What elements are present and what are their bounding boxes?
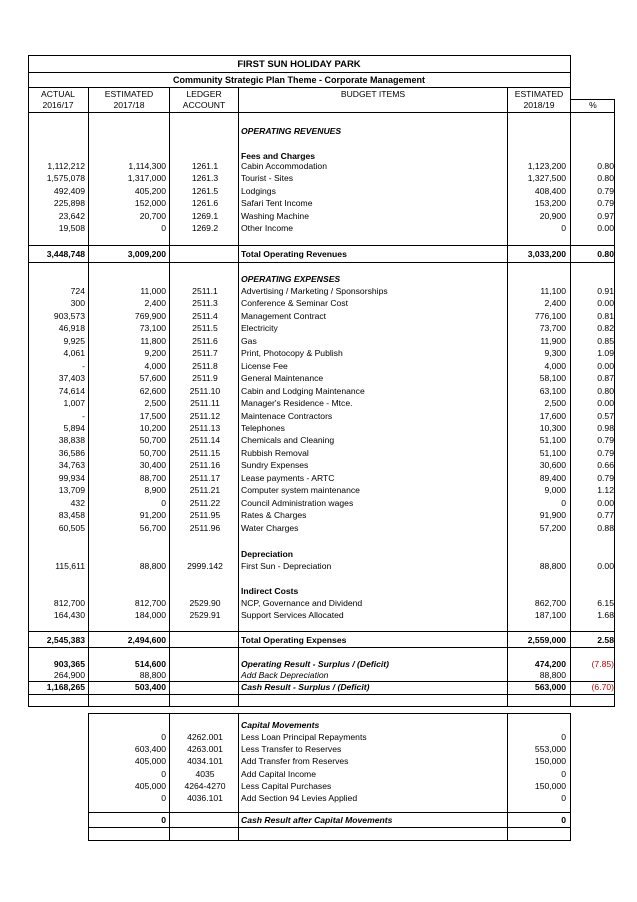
cell-est: 0 (561, 497, 566, 508)
capital-total-bottom (88, 827, 571, 828)
header-actual: ACTUAL (41, 89, 75, 99)
cell-item: Washing Machine (241, 210, 309, 221)
capital-total-top (88, 812, 571, 813)
cell-est-prev: 603,400 (134, 744, 166, 755)
cell-pct: 0.80 (597, 173, 614, 184)
cell-pct: 2.58 (597, 635, 614, 645)
cell-est: 408,400 (534, 185, 566, 196)
cell-ledger: 4263.001 (187, 744, 223, 755)
cell-pct: 1.09 (597, 348, 614, 359)
cell-est-prev: 3,009,200 (127, 249, 166, 259)
cell-pct: 0.00 (597, 360, 614, 371)
cell-est-prev: 9,200 (144, 348, 166, 359)
cell-ledger: 1269.2 (191, 223, 219, 233)
cell-item: Sundry Expenses (241, 460, 309, 471)
cell-item: Add Back Depreciation (241, 670, 329, 680)
capital-right (570, 713, 571, 840)
cell-est-prev: 10,200 (139, 422, 166, 433)
cell-actual: 34,763 (58, 460, 85, 471)
cell-est-prev: 1,114,300 (128, 161, 166, 171)
cell-ledger: 2511.6 (192, 335, 218, 346)
cell-actual: 225,898 (53, 198, 85, 209)
cell-est: 2,500 (544, 398, 566, 409)
cell-est: 51,100 (539, 447, 566, 458)
cell-item: Total Operating Revenues (241, 249, 347, 259)
cell-pct: 1.68 (597, 610, 614, 621)
cell-item: Operating Result - Surplus / (Deficit) (241, 659, 390, 669)
cell-est-prev: 8,900 (144, 485, 166, 496)
top-border (28, 55, 571, 56)
left-border (28, 55, 29, 707)
cell-est: 10,300 (539, 422, 566, 433)
cell-est: 20,900 (539, 210, 566, 221)
cell-item: Rubbish Removal (241, 447, 309, 458)
cell-ledger: 2511.95 (189, 510, 221, 521)
capital-col-1 (169, 713, 170, 840)
cell-item: Chemicals and Cleaning (241, 435, 335, 446)
cell-actual: 23,642 (58, 210, 85, 221)
page-title: FIRST SUN HOLIDAY PARK (237, 59, 361, 70)
cell-est-prev: 184,000 (134, 610, 166, 621)
section-indirect-costs: Indirect Costs (241, 586, 299, 596)
cell-ledger: 4034.101 (187, 756, 223, 767)
cell-pct: 1.12 (597, 485, 614, 496)
cell-actual: 2,545,383 (46, 635, 85, 645)
cell-est: 1,327,500 (527, 173, 566, 184)
cell-pct: 0.80 (597, 161, 614, 171)
cell-est-prev: 88,800 (139, 670, 166, 680)
cell-actual: 99,934 (58, 472, 85, 483)
cell-est: 9,300 (544, 348, 566, 359)
cell-est-prev: 0 (161, 223, 166, 233)
cell-actual: 164,430 (53, 610, 85, 621)
cell-actual: 3,448,748 (46, 249, 85, 259)
cell-item: Water Charges (241, 522, 299, 533)
cell-est: 862,700 (534, 598, 566, 608)
cell-ledger: 4262.001 (187, 732, 223, 742)
cell-est: 0 (561, 223, 566, 233)
header-budget-items: BUDGET ITEMS (340, 89, 406, 99)
cell-actual: - (82, 410, 85, 421)
cell-pct: 0.97 (597, 210, 614, 221)
cell-ledger: 2511.11 (190, 398, 220, 409)
cell-est-prev: 0 (161, 497, 166, 508)
section-operating-revenues: OPERATING REVENUES (241, 126, 342, 136)
cell-ledger: 2511.96 (189, 522, 221, 533)
cell-pct: 6.15 (597, 598, 614, 608)
header-actual-year: 2016/17 (42, 100, 74, 110)
cell-ledger: 2511.10 (189, 385, 221, 396)
cell-item: Tourist - Sites (241, 173, 294, 184)
cell-pct: 0.81 (597, 310, 614, 321)
cell-actual: 37,403 (58, 373, 85, 384)
cell-pct: 0.79 (597, 185, 614, 196)
total-revenue-top (28, 245, 615, 246)
section-operating-expenses: OPERATING EXPENSES (241, 274, 341, 284)
capital-top (88, 713, 571, 714)
cell-est: 150,000 (534, 780, 566, 791)
cell-item: Less Capital Purchases (241, 780, 332, 791)
cell-est-prev: 91,200 (139, 510, 166, 521)
cell-est: 153,200 (534, 198, 566, 209)
cell-ledger: 2511.14 (189, 435, 221, 446)
cell-est-prev: 405,000 (134, 756, 166, 767)
cell-pct: 0.00 (597, 398, 614, 409)
cell-item: Print, Photocopy & Publish (241, 348, 343, 359)
cell-item: Safari Tent Income (241, 198, 313, 209)
cell-est: 51,100 (539, 435, 566, 446)
cell-est: 57,200 (539, 522, 566, 533)
cell-est: 17,600 (539, 410, 566, 421)
cell-est-prev: 2,494,600 (127, 635, 166, 645)
header-estimated-year: 2018/19 (523, 100, 555, 110)
column-divider (507, 87, 508, 707)
cell-ledger: 4036.101 (187, 793, 223, 803)
cell-est-prev: 88,700 (139, 472, 166, 483)
cell-actual: 812,700 (53, 598, 85, 608)
cell-actual: 1,168,265 (46, 682, 85, 692)
cell-actual: 9,925 (63, 335, 85, 346)
percent-right-border (614, 99, 615, 707)
cell-actual: 903,365 (53, 659, 85, 669)
cell-pct: 0.00 (597, 223, 614, 233)
cell-actual: 4,061 (63, 348, 85, 359)
cell-est-prev: 88,800 (139, 561, 166, 571)
cell-item: Management Contract (241, 310, 327, 321)
section-depreciation: Depreciation (241, 549, 294, 559)
cell-actual: 5,894 (63, 422, 85, 433)
section-capital-movements: Capital Movements (241, 720, 320, 730)
cell-est-prev: 50,700 (139, 447, 166, 458)
header-bottom (28, 112, 571, 113)
column-divider (238, 87, 239, 707)
cell-item: Add Transfer from Reserves (241, 756, 349, 767)
cell-est-prev: 0 (161, 793, 166, 803)
cell-est: 58,100 (539, 373, 566, 384)
cell-actual: 19,508 (58, 223, 85, 233)
cell-ledger: 2511.3 (192, 298, 218, 309)
cell-item: Cabin Accommodation (241, 161, 327, 171)
page-subtitle: Community Strategic Plan Theme - Corporate Management (172, 75, 426, 85)
capital-col-3 (507, 713, 508, 840)
cell-item: Lease payments - ARTC (241, 472, 335, 483)
cell-est-prev: 20,700 (139, 210, 166, 221)
cell-item: General Maintenance (241, 373, 324, 384)
cell-pct: 0.91 (597, 286, 614, 296)
cell-pct: 0.85 (597, 335, 614, 346)
cell-est-prev: 4,000 (144, 360, 166, 371)
cell-est-prev: 503,400 (134, 682, 166, 692)
cell-ledger: 2529.91 (189, 610, 221, 621)
cell-est-prev: 11,000 (140, 286, 166, 296)
cell-est: 0 (561, 768, 566, 779)
cell-pct: 0.00 (597, 497, 614, 508)
cell-est: 2,400 (544, 298, 566, 309)
capital-col-2 (238, 713, 239, 840)
cell-ledger: 2511.1 (192, 286, 218, 296)
cell-actual: 46,918 (58, 323, 85, 334)
cell-item: Less Transfer to Reserves (241, 744, 342, 755)
cell-est: 91,900 (539, 510, 566, 521)
cell-actual: 1,007 (63, 398, 85, 409)
cell-item: Gas (241, 335, 257, 346)
cell-pct: 0.88 (597, 522, 614, 533)
cell-actual: 60,505 (58, 522, 85, 533)
cell-est-prev: 1,317,000 (127, 173, 166, 184)
header-estimated: ESTIMATED (514, 89, 564, 99)
cell-ledger: 2511.4 (192, 310, 218, 321)
cell-ledger: 1261.6 (191, 198, 219, 209)
cell-est-prev: 57,600 (139, 373, 166, 384)
cell-actual: 492,409 (53, 185, 85, 196)
cell-est: 88,800 (539, 670, 566, 680)
cell-ledger: 2511.22 (189, 497, 221, 508)
cell-actual: 724 (70, 286, 85, 296)
cell-pct: 0.00 (597, 298, 614, 309)
cell-item: Council Administration wages (241, 497, 354, 508)
cell-pct: 0.77 (597, 510, 614, 521)
cell-pct: 0.80 (597, 249, 614, 259)
cell-actual: 38,838 (58, 435, 85, 446)
cell-ledger: 2511.17 (189, 472, 221, 483)
cell-ledger: 1261.5 (191, 185, 219, 196)
cell-item: License Fee (241, 360, 288, 371)
cell-actual: 74,614 (58, 385, 85, 396)
header-ledger-account: ACCOUNT (182, 100, 226, 110)
cell-actual: 903,573 (53, 310, 85, 321)
cell-actual: 1,112,212 (47, 161, 85, 171)
cell-ledger: 2511.7 (192, 348, 218, 359)
cell-actual: 83,458 (58, 510, 85, 521)
cell-ledger: 1269.1 (191, 210, 219, 221)
cell-pct: 0.87 (597, 373, 614, 384)
cell-ledger: 1261.1 (191, 161, 219, 171)
cell-ledger: 2511.8 (192, 360, 218, 371)
cash-result-bottom (28, 694, 615, 695)
cell-actual: - (82, 360, 85, 371)
cell-pct: 0.66 (597, 460, 614, 471)
cell-pct: 0.80 (597, 385, 614, 396)
cell-est: 1,123,200 (527, 161, 566, 171)
cell-est-prev: 405,000 (134, 780, 166, 791)
cell-est: 2,559,000 (527, 635, 566, 645)
cell-ledger: 4035 (195, 768, 215, 779)
cell-actual: 13,709 (58, 485, 85, 496)
cell-item: Support Services Allocated (241, 610, 344, 621)
total-revenue-bottom (28, 262, 615, 263)
cell-item: Conference & Seminar Cost (241, 298, 348, 309)
header-ledger: LEDGER (186, 89, 222, 99)
cell-actual: 115,611 (55, 561, 85, 571)
capital-bottom (88, 840, 571, 841)
cell-item: First Sun - Depreciation (241, 561, 332, 571)
cell-item: Rates & Charges (241, 510, 307, 521)
cell-est-prev: 17,500 (139, 410, 166, 421)
cell-est: 4,000 (544, 360, 566, 371)
cell-item: Telephones (241, 422, 285, 433)
cell-est: 73,700 (539, 323, 566, 334)
cell-est: 0 (561, 732, 566, 742)
cell-ledger: 2511.12 (189, 410, 221, 421)
cell-item: Add Section 94 Levies Applied (241, 793, 358, 803)
cell-ledger: 2529.90 (189, 598, 221, 608)
cell-est-prev: 56,700 (139, 522, 166, 533)
cell-item: Less Loan Principal Repayments (241, 732, 367, 742)
cell-item: Maintenace Contractors (241, 410, 333, 421)
cell-actual: 432 (70, 497, 85, 508)
header-estimated-prev-year: 2017/18 (113, 100, 145, 110)
cell-est-prev: 2,400 (144, 298, 166, 309)
cell-est-prev: 514,600 (134, 659, 166, 669)
cell-est-prev: 2,500 (144, 398, 166, 409)
cell-item: Advertising / Marketing / Sponsorships (241, 286, 388, 296)
cell-est: 553,000 (534, 744, 566, 755)
cell-actual: 264,900 (53, 670, 85, 680)
total-expenses-top (28, 631, 615, 632)
cell-pct: 0.00 (597, 561, 614, 571)
cell-est: 776,100 (534, 310, 566, 321)
cell-est: 3,033,200 (527, 249, 566, 259)
cash-result-top (28, 681, 615, 682)
cell-item: Manager's Residence - Mtce. (241, 398, 353, 409)
cell-est-prev: 812,700 (134, 598, 166, 608)
cell-pct: (6.70) (591, 682, 614, 692)
cell-ledger: 2511.9 (192, 373, 218, 384)
cell-pct: 0.82 (597, 323, 614, 334)
total-expenses-bottom (28, 647, 615, 648)
cell-est: 474,200 (534, 659, 566, 669)
cell-pct: 0.79 (597, 472, 614, 483)
cell-est-prev: 73,100 (139, 323, 166, 334)
cell-est: 0 (561, 793, 566, 803)
cell-est: 63,100 (539, 385, 566, 396)
cell-item: Cabin and Lodging Maintenance (241, 385, 365, 396)
cell-est-prev: 769,900 (134, 310, 166, 321)
percent-header-bottom (570, 112, 615, 113)
cell-est-prev: 0 (161, 732, 166, 742)
cell-item: Other Income (241, 223, 294, 233)
header-estimated-prev: ESTIMATED (104, 89, 154, 99)
cell-est: 563,000 (534, 682, 566, 692)
table-bottom (28, 706, 615, 707)
cell-est: 150,000 (534, 756, 566, 767)
cell-pct: 0.79 (597, 198, 614, 209)
column-divider (88, 87, 89, 707)
cell-est: 30,600 (539, 460, 566, 471)
cell-ledger: 2511.5 (192, 323, 218, 334)
cell-item: Computer system maintenance (241, 485, 360, 496)
right-border (570, 55, 571, 707)
cell-est-prev: 50,700 (139, 435, 166, 446)
cell-est: 88,800 (539, 561, 566, 571)
cell-est-prev: 30,400 (139, 460, 166, 471)
cell-ledger: 2999.142 (187, 561, 223, 571)
cell-pct: 0.79 (597, 435, 614, 446)
column-divider (169, 87, 170, 707)
cell-est-prev: 0 (161, 768, 166, 779)
cell-item: Cash Result - Surplus / (Deficit) (241, 682, 370, 692)
cell-est: 11,100 (540, 286, 566, 296)
title-divider (28, 72, 571, 73)
cell-ledger: 2511.21 (189, 485, 221, 496)
cell-actual: 1,575,078 (46, 173, 85, 184)
cell-ledger: 2511.15 (189, 447, 221, 458)
cell-ledger: 2511.16 (189, 460, 221, 471)
cell-est-prev: 0 (161, 815, 166, 825)
capital-left (88, 713, 89, 840)
cell-item: Total Operating Expenses (241, 635, 347, 645)
cell-pct: 0.57 (597, 410, 614, 421)
cell-item: Cash Result after Capital Movements (241, 815, 393, 825)
cell-item: NCP, Governance and Dividend (241, 598, 363, 608)
cell-est: 89,400 (539, 472, 566, 483)
cell-est-prev: 11,800 (140, 335, 166, 346)
cell-est-prev: 405,200 (134, 185, 166, 196)
cell-ledger: 2511.13 (189, 422, 221, 433)
cell-ledger: 1261.3 (191, 173, 219, 184)
cell-pct: 0.98 (597, 422, 614, 433)
cell-est-prev: 152,000 (134, 198, 166, 209)
percent-top (570, 99, 615, 100)
cell-est: 11,900 (540, 335, 566, 346)
cell-est-prev: 62,600 (139, 385, 166, 396)
cell-pct: 0.79 (597, 447, 614, 458)
header-percent: % (589, 100, 597, 110)
subtitle-divider (28, 87, 571, 88)
cell-item: Add Capital Income (241, 768, 316, 779)
cell-pct: (7.85) (591, 659, 614, 669)
cell-est: 9,000 (544, 485, 566, 496)
cell-est: 0 (561, 815, 566, 825)
cell-item: Electricity (241, 323, 278, 334)
cell-actual: 300 (70, 298, 85, 309)
cell-item: Lodgings (241, 185, 276, 196)
cell-actual: 36,586 (58, 447, 85, 458)
section-fees-and-charges: Fees and Charges (241, 151, 316, 161)
cell-ledger: 4264-4270 (184, 780, 226, 791)
cell-est: 187,100 (534, 610, 566, 621)
